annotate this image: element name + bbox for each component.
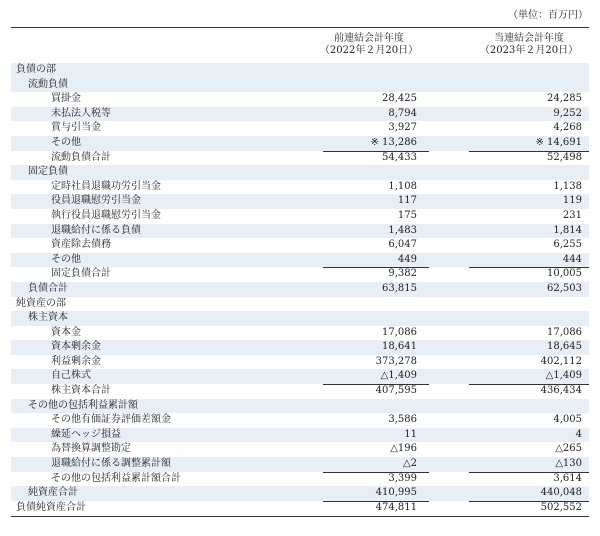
table-row bbox=[11, 78, 589, 93]
row-label: 固定負債 bbox=[28, 166, 68, 178]
row-value-prev: 9,382 bbox=[388, 268, 417, 280]
row-value-curr: 3,614 bbox=[553, 472, 582, 484]
row-label: 退職給付に係る負債 bbox=[51, 224, 141, 236]
row-label: その他 bbox=[51, 253, 81, 265]
row-label: 純資産の部 bbox=[16, 297, 66, 309]
row-value-prev: 54,433 bbox=[382, 151, 417, 163]
row-label: 賞与引当金 bbox=[51, 122, 101, 134]
row-value-prev: 117 bbox=[397, 195, 417, 207]
row-label: 資産除去債務 bbox=[51, 239, 111, 251]
row-label: 流動負債合計 bbox=[51, 151, 111, 163]
table-row bbox=[11, 282, 589, 297]
table-row bbox=[11, 311, 589, 326]
row-label: 固定負債合計 bbox=[51, 268, 111, 280]
table-bottom-rule bbox=[11, 516, 589, 517]
row-value-prev: △2 bbox=[402, 458, 417, 470]
row-label: 負債純資産合計 bbox=[16, 501, 86, 513]
row-value-curr: 231 bbox=[562, 209, 582, 221]
row-value-prev: 1,483 bbox=[388, 224, 417, 236]
table-row bbox=[11, 355, 589, 370]
table-row bbox=[11, 472, 589, 487]
row-label: 資本剰余金 bbox=[51, 341, 101, 353]
header-curr-date: （2023年２月20日） bbox=[479, 45, 579, 56]
row-value-curr: △265 bbox=[555, 443, 582, 455]
row-label: 株主資本 bbox=[28, 312, 68, 324]
row-value-curr: 4,268 bbox=[553, 122, 582, 134]
row-label: 流動負債 bbox=[28, 78, 68, 90]
table-row bbox=[11, 399, 589, 414]
row-value-curr: 502,552 bbox=[540, 501, 582, 513]
row-label: その他 bbox=[51, 136, 81, 148]
row-value-curr: 17,086 bbox=[547, 326, 582, 338]
row-label: その他の包括利益累計額 bbox=[28, 399, 138, 411]
table-row bbox=[11, 486, 589, 501]
row-value-curr: 18,645 bbox=[547, 341, 582, 353]
table-row bbox=[11, 238, 589, 253]
table-row bbox=[11, 428, 589, 443]
table-row bbox=[11, 384, 589, 399]
row-value-curr: 62,503 bbox=[547, 282, 582, 294]
table-row bbox=[11, 297, 589, 312]
row-label: 買掛金 bbox=[51, 93, 81, 105]
header-curr-year bbox=[469, 33, 589, 57]
row-value-prev: 17,086 bbox=[382, 326, 417, 338]
table-row bbox=[11, 457, 589, 472]
table-row bbox=[11, 224, 589, 239]
row-label: 株主資本合計 bbox=[51, 385, 111, 397]
table-header bbox=[11, 27, 589, 64]
row-value-prev: 28,425 bbox=[382, 93, 417, 105]
row-value-curr: 1,138 bbox=[553, 180, 582, 192]
row-value-prev: 1,108 bbox=[388, 180, 417, 192]
row-value-curr: 6,255 bbox=[553, 239, 582, 251]
row-label: その他の包括利益累計額合計 bbox=[51, 472, 181, 484]
table-row bbox=[11, 121, 589, 136]
row-value-curr: 402,112 bbox=[540, 355, 582, 367]
row-value-curr: 24,285 bbox=[547, 93, 582, 105]
row-value-curr: 10,005 bbox=[547, 268, 582, 280]
table-row bbox=[11, 136, 589, 151]
row-value-prev: 11 bbox=[404, 428, 417, 440]
row-value-prev: 373,278 bbox=[375, 355, 417, 367]
row-value-curr: 440,048 bbox=[540, 487, 582, 499]
table-row bbox=[11, 194, 589, 209]
row-value-prev: 8,794 bbox=[388, 107, 417, 119]
row-value-curr: 119 bbox=[562, 195, 582, 207]
row-value-prev: 175 bbox=[397, 209, 417, 221]
row-label: 利益剰余金 bbox=[51, 355, 101, 367]
row-value-prev: △1,409 bbox=[380, 370, 417, 382]
header-prev-year bbox=[309, 33, 429, 57]
table-row bbox=[11, 442, 589, 457]
row-label: 純資産合計 bbox=[28, 487, 78, 499]
table-row bbox=[11, 63, 589, 78]
row-value-prev: △196 bbox=[390, 443, 417, 455]
unit-note: （単位：百万円） bbox=[508, 10, 588, 21]
table-row bbox=[11, 107, 589, 122]
row-value-curr: ※ 14,691 bbox=[535, 136, 582, 148]
header-prev-title: 前連結会計年度 bbox=[334, 33, 404, 44]
table-row bbox=[11, 92, 589, 107]
row-value-prev: 474,811 bbox=[375, 501, 417, 513]
row-label: 資本金 bbox=[51, 326, 81, 338]
row-value-prev: 63,815 bbox=[382, 282, 417, 294]
row-value-prev: 18,641 bbox=[382, 341, 417, 353]
table-row bbox=[11, 180, 589, 195]
row-value-curr: 444 bbox=[562, 253, 582, 265]
table-row bbox=[11, 326, 589, 341]
row-label: 未払法人税等 bbox=[51, 107, 111, 119]
row-value-prev: 449 bbox=[397, 253, 417, 265]
row-label: 定時社員退職功労引当金 bbox=[51, 180, 161, 192]
row-value-prev: 410,995 bbox=[375, 487, 417, 499]
row-value-curr: △130 bbox=[555, 458, 582, 470]
table-row bbox=[11, 151, 589, 166]
row-value-prev: 6,047 bbox=[388, 239, 417, 251]
row-label: 為替換算調整勘定 bbox=[51, 443, 131, 455]
row-value-prev: 3,399 bbox=[388, 472, 417, 484]
row-label: その他有価証券評価差額金 bbox=[51, 414, 171, 426]
table-row bbox=[11, 501, 589, 516]
row-value-prev: ※ 13,286 bbox=[370, 136, 417, 148]
table-row bbox=[11, 369, 589, 384]
row-label: 役員退職慰労引当金 bbox=[51, 195, 141, 207]
row-label: 退職給付に係る調整累計額 bbox=[51, 458, 171, 470]
row-label: 負債合計 bbox=[28, 282, 68, 294]
row-value-curr: 1,814 bbox=[553, 224, 582, 236]
row-label: 負債の部 bbox=[16, 64, 56, 75]
row-value-prev: 3,586 bbox=[388, 414, 417, 426]
row-value-curr: 52,498 bbox=[547, 151, 582, 163]
table-row bbox=[11, 267, 589, 282]
row-label: 自己株式 bbox=[51, 370, 91, 382]
row-value-curr: △1,409 bbox=[545, 370, 582, 382]
table-row bbox=[11, 340, 589, 355]
table-row bbox=[11, 253, 589, 268]
header-curr-title: 当連結会計年度 bbox=[494, 33, 564, 44]
row-label: 執行役員退職慰労引当金 bbox=[51, 209, 161, 221]
row-label: 繰延ヘッジ損益 bbox=[51, 428, 121, 440]
row-value-curr: 9,252 bbox=[553, 107, 582, 119]
row-value-prev: 407,595 bbox=[375, 385, 417, 397]
row-value-curr: 436,434 bbox=[540, 385, 582, 397]
balance-sheet-table bbox=[11, 63, 589, 515]
row-value-prev: 3,927 bbox=[388, 122, 417, 134]
table-row bbox=[11, 413, 589, 428]
row-value-curr: 4,005 bbox=[553, 414, 582, 426]
table-row bbox=[11, 165, 589, 180]
header-prev-date: （2022年２月20日） bbox=[319, 45, 419, 56]
table-row bbox=[11, 209, 589, 224]
row-value-curr: 4 bbox=[575, 428, 582, 440]
